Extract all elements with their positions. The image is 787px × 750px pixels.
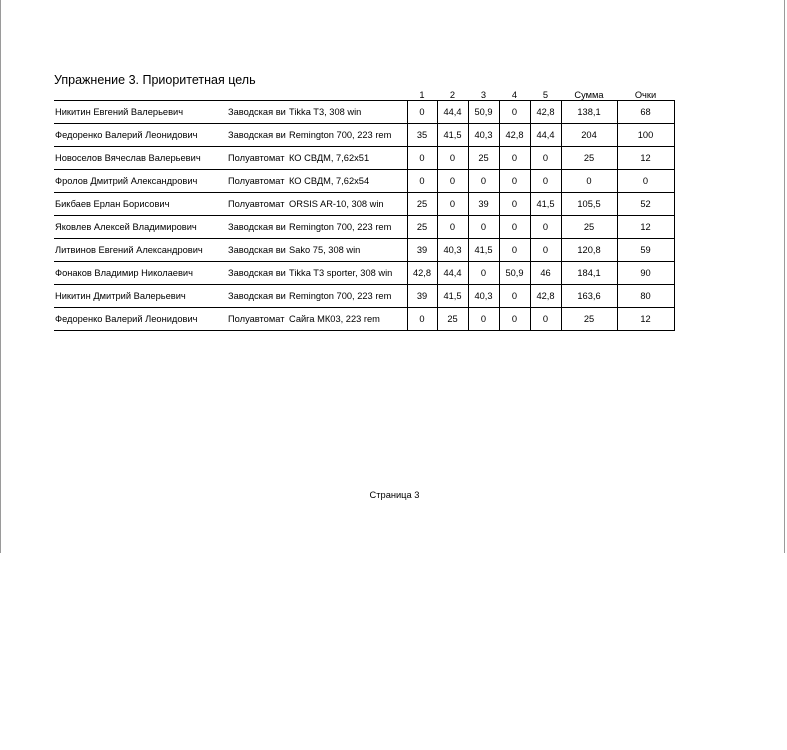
series-5-score: 0 xyxy=(530,216,561,239)
series-5-score: 0 xyxy=(530,239,561,262)
weapon-model: ORSIS AR-10, 308 win xyxy=(289,199,384,209)
weapon-type: Заводская ви xyxy=(228,130,286,140)
weapon-cell xyxy=(228,239,407,262)
series-3-score: 0 xyxy=(468,262,499,285)
header-sum: Сумма xyxy=(574,90,604,100)
table-row xyxy=(54,308,674,331)
series-1-score: 39 xyxy=(407,285,437,308)
points-score: 52 xyxy=(617,193,674,216)
series-4-score: 0 xyxy=(499,216,530,239)
sum-score: 25 xyxy=(561,308,617,331)
sum-score: 25 xyxy=(561,147,617,170)
weapon-cell xyxy=(228,147,407,170)
series-4-score: 42,8 xyxy=(499,124,530,147)
series-4-score: 0 xyxy=(499,170,530,193)
series-3-score: 50,9 xyxy=(468,101,499,124)
points-score: 59 xyxy=(617,239,674,262)
shooter-name: Литвинов Евгений Александрович xyxy=(55,245,203,255)
exercise-title: Упражнение 3. Приоритетная цель xyxy=(54,73,256,87)
sum-score: 120,8 xyxy=(561,239,617,262)
series-1-score: 42,8 xyxy=(407,262,437,285)
header-name xyxy=(54,89,228,101)
series-5-score: 42,8 xyxy=(530,285,561,308)
series-5-score: 42,8 xyxy=(530,101,561,124)
weapon-model: Remington 700, 223 rem xyxy=(289,130,392,140)
weapon-type: Полуавтомат xyxy=(228,199,285,209)
header-series-3: 3 xyxy=(480,90,487,100)
series-2-score: 41,5 xyxy=(437,124,468,147)
weapon-model: Remington 700, 223 rem xyxy=(289,291,392,301)
table-row xyxy=(54,216,674,239)
series-2-score: 0 xyxy=(437,170,468,193)
shooter-name: Федоренко Валерий Леонидович xyxy=(55,130,198,140)
series-5-score: 0 xyxy=(530,147,561,170)
series-5-score: 41,5 xyxy=(530,193,561,216)
shooter-name: Федоренко Валерий Леонидович xyxy=(55,314,198,324)
weapon-model: Tikka T3, 308 win xyxy=(289,107,362,117)
series-4-score: 0 xyxy=(499,193,530,216)
series-3-score: 39 xyxy=(468,193,499,216)
shooter-name: Никитин Дмитрий Валерьевич xyxy=(55,291,186,301)
weapon-model: КО СВДМ, 7,62х54 xyxy=(289,176,370,186)
header-series-1: 1 xyxy=(419,90,425,100)
series-3-score: 25 xyxy=(468,147,499,170)
weapon-model: Tikka T3 sporter, 308 win xyxy=(289,268,393,278)
sum-score: 184,1 xyxy=(561,262,617,285)
weapon-type: Полуавтомат xyxy=(228,153,285,163)
header-points: Очки xyxy=(634,90,657,100)
table-header-row xyxy=(54,89,674,101)
series-2-score: 44,4 xyxy=(437,262,468,285)
series-5-score: 46 xyxy=(530,262,561,285)
series-4-score: 0 xyxy=(499,308,530,331)
sum-score: 204 xyxy=(561,124,617,147)
sum-score: 105,5 xyxy=(561,193,617,216)
weapon-cell xyxy=(228,308,407,331)
weapon-cell xyxy=(228,170,407,193)
table-row xyxy=(54,147,674,170)
series-3-score: 0 xyxy=(468,170,499,193)
series-1-score: 0 xyxy=(407,308,437,331)
weapon-model: Сайга МК03, 223 rem xyxy=(289,314,380,324)
table-row xyxy=(54,193,674,216)
header-series-4: 4 xyxy=(511,90,518,100)
series-2-score: 0 xyxy=(437,147,468,170)
series-2-score: 41,5 xyxy=(437,285,468,308)
sum-score: 138,1 xyxy=(561,101,617,124)
series-1-score: 0 xyxy=(407,170,437,193)
weapon-cell xyxy=(228,193,407,216)
shooter-name: Новоселов Вячеслав Валерьевич xyxy=(55,153,201,163)
weapon-cell xyxy=(228,262,407,285)
weapon-type: Заводская ви xyxy=(228,107,286,117)
weapon-cell xyxy=(228,285,407,308)
series-4-score: 50,9 xyxy=(499,262,530,285)
series-5-score: 0 xyxy=(530,308,561,331)
series-1-score: 39 xyxy=(407,239,437,262)
points-score: 80 xyxy=(617,285,674,308)
shooter-name: Фонаков Владимир Николаевич xyxy=(55,268,193,278)
series-2-score: 0 xyxy=(437,216,468,239)
results-body xyxy=(54,101,674,331)
sum-score: 25 xyxy=(561,216,617,239)
weapon-model: КО СВДМ, 7,62х51 xyxy=(289,153,370,163)
shooter-name: Яковлев Алексей Владимирович xyxy=(55,222,197,232)
series-3-score: 40,3 xyxy=(468,124,499,147)
weapon-type: Заводская ви xyxy=(228,268,286,278)
weapon-cell xyxy=(228,216,407,239)
table-row xyxy=(54,239,674,262)
series-4-score: 0 xyxy=(499,285,530,308)
weapon-type: Заводская ви xyxy=(228,245,286,255)
series-5-score: 44,4 xyxy=(530,124,561,147)
points-score: 68 xyxy=(617,101,674,124)
results-table xyxy=(54,89,675,331)
header-series-5: 5 xyxy=(542,90,549,100)
points-score: 12 xyxy=(617,216,674,239)
points-score: 0 xyxy=(617,170,674,193)
shooter-name: Никитин Евгений Валерьевич xyxy=(55,107,184,117)
series-3-score: 0 xyxy=(468,308,499,331)
series-2-score: 44,4 xyxy=(437,101,468,124)
series-1-score: 25 xyxy=(407,216,437,239)
sum-score: 0 xyxy=(561,170,617,193)
weapon-type: Заводская ви xyxy=(228,291,286,301)
points-score: 12 xyxy=(617,308,674,331)
shooter-name: Бикбаев Ерлан Борисович xyxy=(55,199,170,209)
sum-score: 163,6 xyxy=(561,285,617,308)
weapon-cell xyxy=(228,124,407,147)
table-row xyxy=(54,262,674,285)
points-score: 90 xyxy=(617,262,674,285)
weapon-type: Полуавтомат xyxy=(228,314,285,324)
series-3-score: 0 xyxy=(468,216,499,239)
weapon-type: Полуавтомат xyxy=(228,176,285,186)
points-score: 100 xyxy=(617,124,674,147)
header-series-2: 2 xyxy=(449,90,456,100)
series-3-score: 40,3 xyxy=(468,285,499,308)
table-row xyxy=(54,101,674,124)
series-2-score: 0 xyxy=(437,193,468,216)
series-1-score: 0 xyxy=(407,147,437,170)
series-4-score: 0 xyxy=(499,147,530,170)
series-2-score: 40,3 xyxy=(437,239,468,262)
shooter-name: Фролов Дмитрий Александрович xyxy=(55,176,198,186)
series-4-score: 0 xyxy=(499,101,530,124)
weapon-model: Remington 700, 223 rem xyxy=(289,222,392,232)
header-weapon xyxy=(228,89,407,101)
weapon-type: Заводская ви xyxy=(228,222,286,232)
series-3-score: 41,5 xyxy=(468,239,499,262)
series-1-score: 25 xyxy=(407,193,437,216)
series-4-score: 0 xyxy=(499,239,530,262)
table-row xyxy=(54,124,674,147)
points-score: 12 xyxy=(617,147,674,170)
page-number: Страница 3 xyxy=(369,490,420,500)
table-row xyxy=(54,170,674,193)
series-5-score: 0 xyxy=(530,170,561,193)
weapon-model: Sako 75, 308 win xyxy=(289,245,361,255)
table-row xyxy=(54,285,674,308)
weapon-cell xyxy=(228,101,407,124)
series-2-score: 25 xyxy=(437,308,468,331)
series-1-score: 0 xyxy=(407,101,437,124)
series-1-score: 35 xyxy=(407,124,437,147)
